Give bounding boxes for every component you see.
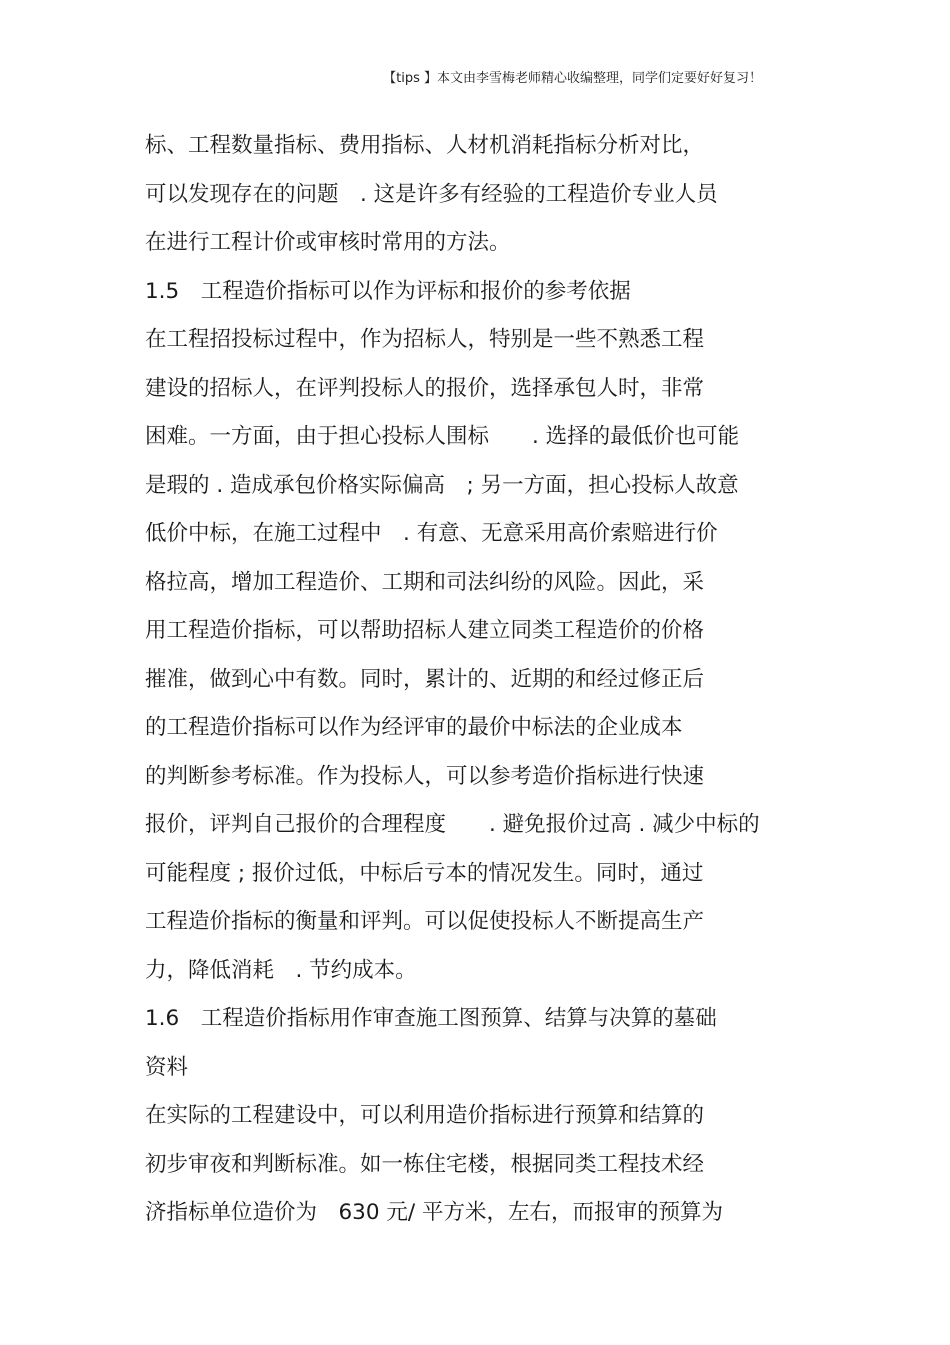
paragraph-line: 可能程度 ; 报价过低，中标后亏本的情况发生。同时，通过 [145, 860, 704, 886]
section-heading-1-6: 1.6 工程造价指标用作审查施工图预算、结算与决算的墓础 [145, 1006, 717, 1031]
paragraph-line: 标、工程数量指标、费用指标、人材机消耗指标分析对比， [145, 133, 705, 158]
section-heading-1-6-continued: 资料 [145, 1054, 189, 1080]
document-body [145, 126, 845, 1242]
paragraph-line: 的判断参考标准。作为投标人，可以参考造价指标进行快速 [145, 763, 705, 789]
paragraph-line: 工程造价指标的衡量和评判。可以促使投标人不断提高生产 [145, 909, 705, 934]
paragraph-line: 在实际的工程建设中，可以利用造价指标进行预算和结算的 [145, 1103, 705, 1128]
paragraph-line: 用工程造价指标，可以帮助招标人建立同类工程造价的价格 [145, 618, 705, 643]
paragraph-line: 建设的招标人，在评判投标人的报价，选择承包人时，非常 [145, 375, 705, 401]
header-tip-note: 【tips 】本文由李雪梅老师精心收编整理，同学们定要好好复习！ [383, 71, 762, 86]
paragraph-line: 可以发现存在的问题 . 这是许多有经验的工程造价专业人员 [145, 181, 718, 207]
paragraph-line: 格拉高，增加工程造价、工期和司法纠纷的风险。因此，采 [145, 569, 705, 595]
paragraph-line: 是瑕的 . 造成承包价格实际偏高 ; 另一方面，担心投标人故意 [145, 472, 739, 498]
paragraph-line: 济指标单位造价为 630 元/ 平方米，左右，而报审的预算为 [145, 1200, 723, 1225]
section-heading-1-5: 1.5 工程造价指标可以作为评标和报价的参考依据 [145, 278, 631, 304]
paragraph-line: 摧准，做到心中有数。同时，累计的、近期的和经过修正后 [145, 666, 705, 692]
paragraph-line: 困难。一方面，由于担心投标人围标 . 选择的最低价也可能 [145, 424, 740, 449]
paragraph-line: 低价中标，在施工过程中 . 有意、无意采用高价索赔进行价 [145, 521, 718, 546]
paragraph-line: 在进行工程计价或审核时常用的方法。 [145, 230, 511, 255]
paragraph-line: 初步审夜和判断标准。如一栋住宅楼，根据同类工程技术经 [145, 1151, 705, 1177]
paragraph-line: 在工程招投标过程中，作为招标人，特别是一些不熟悉工程 [145, 327, 705, 352]
paragraph-line: 报价，评判自己报价的合理程度 . 避免报价过高 . 减少中标的 [145, 812, 760, 837]
paragraph-line: 力，降低消耗 . 节约成本。 [145, 957, 417, 983]
paragraph-line: 的工程造价指标可以作为经评审的最价中标法的企业成本 [145, 715, 683, 740]
